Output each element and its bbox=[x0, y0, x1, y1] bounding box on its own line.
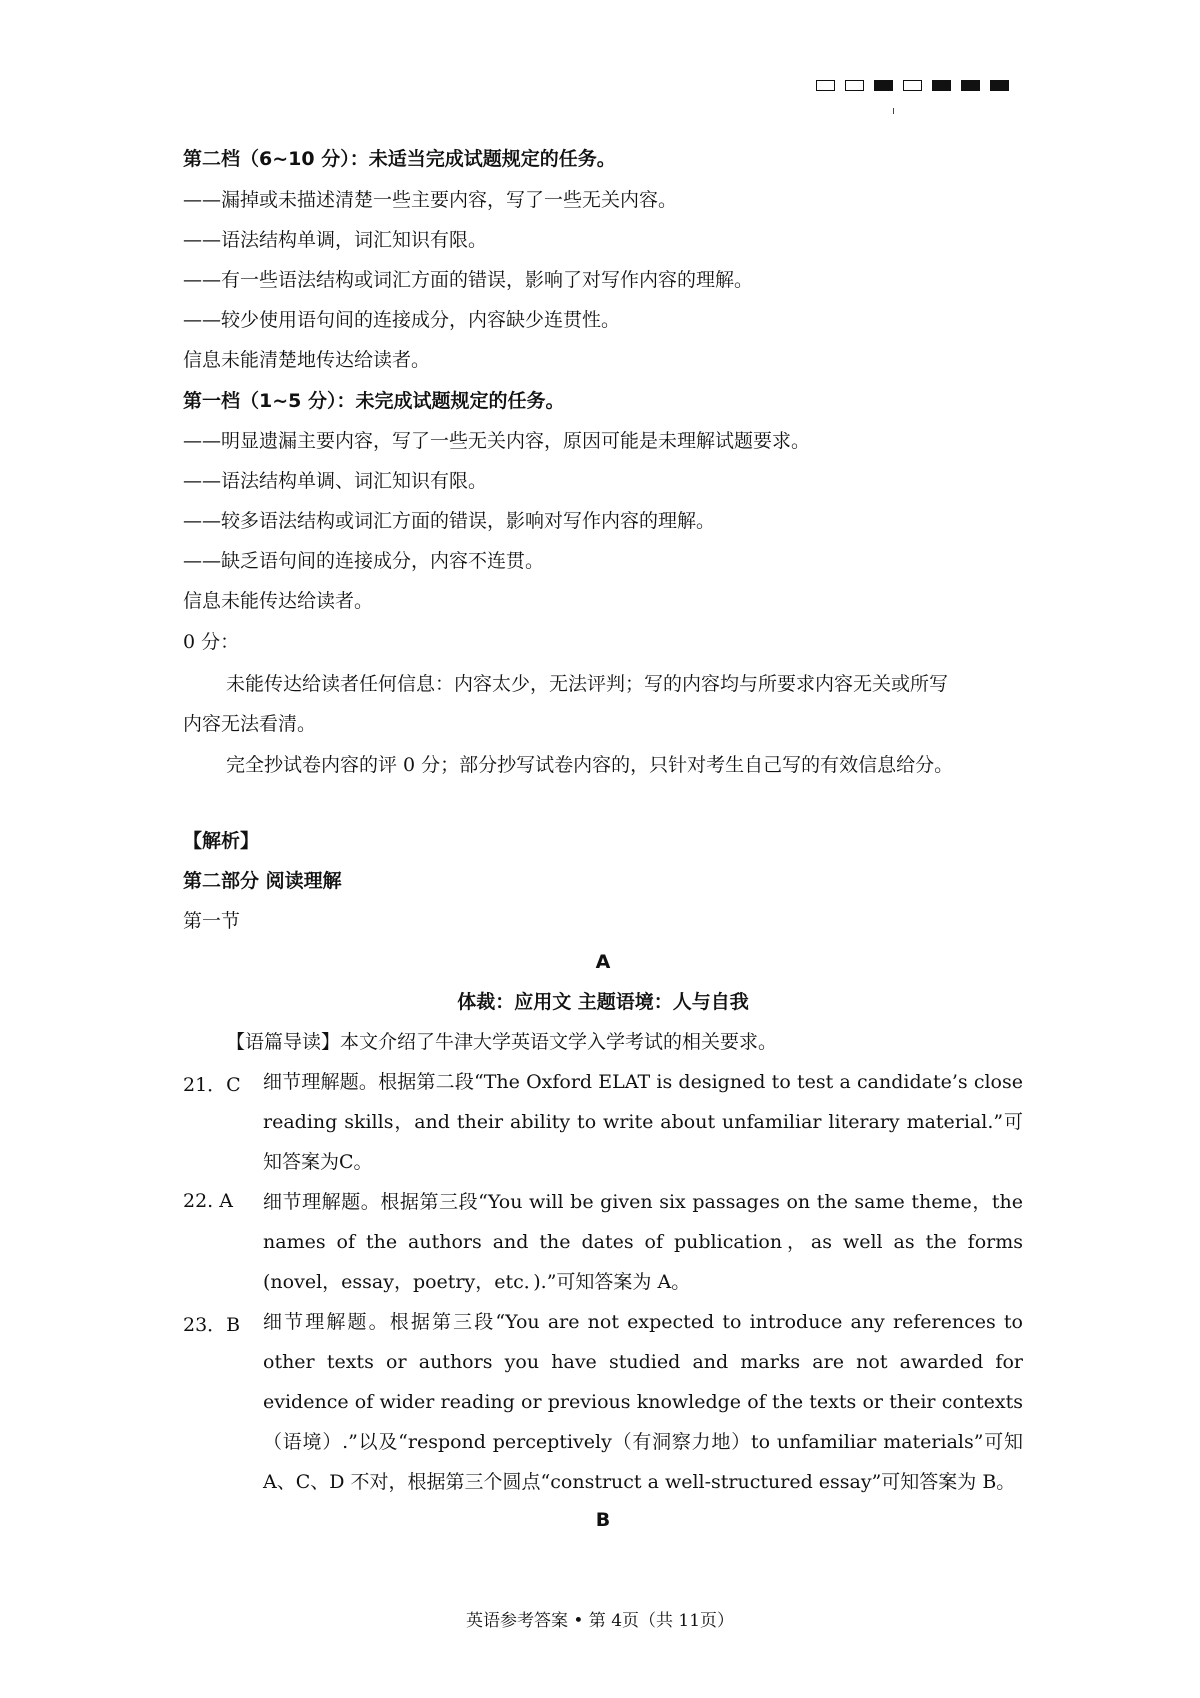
zero-title: 0 分： bbox=[183, 631, 240, 653]
question-explanation: 细节理解题。根据第三段“You will be given six passages on the same theme，the names of the authors and the dates of publication，as well as the forms (novel，essay，poetry，etc．).”可知答案为 A。 bbox=[263, 1191, 1023, 1293]
section-title: 第一节 bbox=[183, 910, 241, 932]
tier2-note: 信息未能清楚地传达给读者。 bbox=[183, 349, 431, 371]
tier2-item: ——有一些语法结构或词汇方面的错误，影响了对写作内容的理解。 bbox=[183, 269, 754, 291]
genre-line: 体裁：应用文 主题语境：人与自我 bbox=[457, 991, 749, 1013]
tier2-item: ——漏掉或未描述清楚一些主要内容，写了一些无关内容。 bbox=[183, 189, 678, 211]
marker-box bbox=[903, 80, 922, 91]
header-tick bbox=[893, 108, 894, 114]
question-explanation: 细节理解题。根据第三段“You are not expected to introduce any references to other texts or authors you have studied and marks are not awarded for evidence of wider reading or previous knowledge of the texts or their contexts（语境）.”以及“respond perceptively（有洞察力地）to unfamiliar materials”可知 A、C、D 不对，根据第三个圆点“construct a well-structured essay”可知答案为 B。 bbox=[263, 1311, 1023, 1493]
question-number: 22. A bbox=[183, 1190, 233, 1212]
zero-paragraph-line: 未能传达给读者任何信息：内容太少，无法评判；写的内容均与所要求内容无关或所写 bbox=[226, 673, 949, 695]
marker-box bbox=[816, 80, 835, 91]
marker-box-filled bbox=[961, 80, 980, 91]
part-title: 第二部分 阅读理解 bbox=[183, 870, 342, 892]
tier2-item: ——较少使用语句间的连接成分，内容缺少连贯性。 bbox=[183, 309, 621, 331]
tier1-item: ——语法结构单调、词汇知识有限。 bbox=[183, 470, 488, 492]
question-number: 21．C bbox=[183, 1074, 241, 1096]
tier1-item: ——缺乏语句间的连接成分，内容不连贯。 bbox=[183, 550, 545, 572]
marker-box bbox=[845, 80, 864, 91]
analysis-heading: 【解析】 bbox=[183, 830, 260, 852]
tier2-title: 第二档（6~10 分）：未适当完成试题规定的任务。 bbox=[183, 148, 616, 170]
zero-paragraph-2: 完全抄试卷内容的评 0 分；部分抄写试卷内容的，只针对考生自己写的有效信息给分。 bbox=[226, 754, 954, 776]
tier1-title: 第一档（1~5 分）：未完成试题规定的任务。 bbox=[183, 390, 565, 412]
passage-guide: 【语篇导读】本文介绍了牛津大学英语文学入学考试的相关要求。 bbox=[226, 1031, 778, 1053]
page-footer: 英语参考答案 • 第 4页（共 11页） bbox=[465, 1611, 735, 1631]
marker-box-filled bbox=[990, 80, 1009, 91]
tier1-item: ——明显遗漏主要内容，写了一些无关内容，原因可能是未理解试题要求。 bbox=[183, 430, 811, 452]
passage-b-label: B bbox=[595, 1509, 611, 1531]
header-markers bbox=[816, 80, 1009, 91]
tier1-item: ——较多语法结构或词汇方面的错误，影响对写作内容的理解。 bbox=[183, 510, 716, 532]
marker-box-filled bbox=[932, 80, 951, 91]
tier1-note: 信息未能传达给读者。 bbox=[183, 590, 374, 612]
passage-a-label: A bbox=[595, 951, 611, 973]
marker-box-filled bbox=[874, 80, 893, 91]
tier2-item: ——语法结构单调，词汇知识有限。 bbox=[183, 229, 488, 251]
zero-paragraph-line: 内容无法看清。 bbox=[183, 713, 317, 735]
question-explanation: 细节理解题。根据第二段“The Oxford ELAT is designed to test a candidate’s close reading skills，and their ability to write about unfamiliar literary material.”可知答案为C。 bbox=[263, 1071, 1023, 1173]
question-number: 23．B bbox=[183, 1314, 241, 1336]
